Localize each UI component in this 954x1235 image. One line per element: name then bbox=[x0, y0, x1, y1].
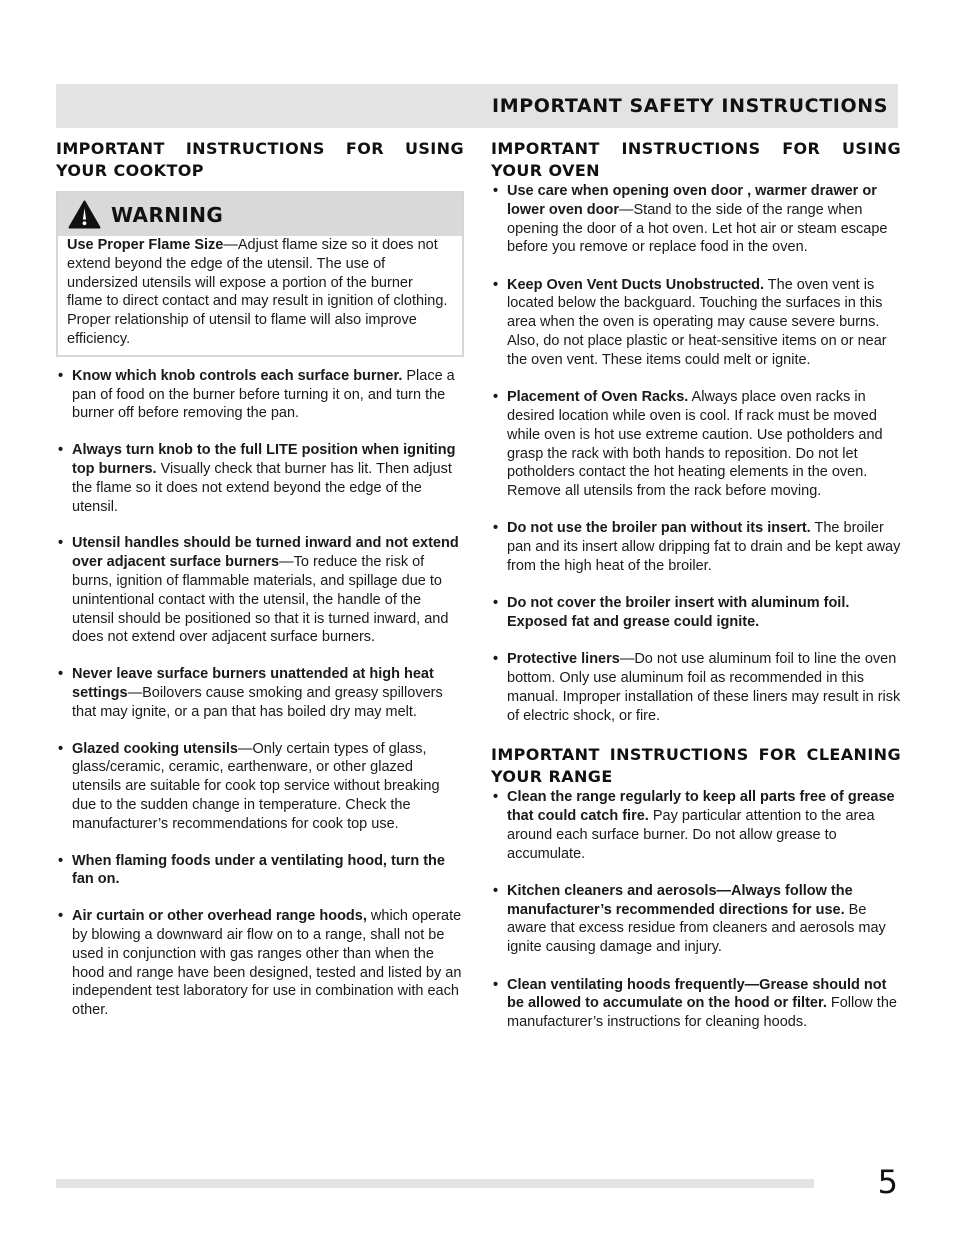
cleaning-list bbox=[491, 788, 901, 1032]
footer-bar bbox=[56, 1179, 814, 1188]
list-item bbox=[491, 519, 901, 575]
bullet: • bbox=[493, 183, 499, 199]
header-bar bbox=[56, 84, 898, 128]
oven-list bbox=[491, 182, 901, 726]
warning-header bbox=[58, 193, 462, 236]
list-item bbox=[491, 182, 901, 257]
bullet: • bbox=[58, 908, 64, 925]
bullet: • bbox=[493, 651, 499, 668]
list-item bbox=[491, 976, 901, 1032]
item-text: —Boilovers cause smoking and greasy spillovers that may ignite, or a pan that has boiled dry may melt. bbox=[72, 684, 443, 720]
list-item bbox=[491, 882, 901, 957]
warning-box bbox=[56, 191, 464, 357]
item-bold: Protective liners bbox=[507, 651, 620, 668]
item-bold: Clean the range regularly to keep all parts free of grease that could catch fire. bbox=[507, 789, 895, 824]
bullet: • bbox=[493, 976, 499, 993]
cleaning-heading: IMPORTANT INSTRUCTIONS FOR CLEANING YOUR RANGE bbox=[491, 745, 901, 787]
item-text: which operate by blowing a downward air flow on to a range, shall not be used in conjunction with gas ranges other than when the hood and range have been designed, tested and listed by an independent test laboratory for use in combination with each other. bbox=[72, 908, 462, 1019]
item-text: —Stand to the side of the range when opening the door of a hot oven. Let hot air or steam escape before you remove or replace food in the oven. bbox=[507, 201, 888, 256]
item-bold: Do not use the broiler pan without its insert. bbox=[507, 520, 811, 537]
bullet: • bbox=[493, 389, 499, 406]
item-text: The oven vent is located below the backguard. Touching the surfaces in this area when the oven is operating may cause severe burns. Also, do not place plastic or heat-sensitive items on or near the oven vent. These items could melt or ignite. bbox=[507, 276, 887, 368]
item-bold: Know which knob controls each surface burner. bbox=[72, 367, 403, 384]
bullet: • bbox=[58, 666, 64, 683]
bullet: • bbox=[58, 535, 64, 552]
bullet: • bbox=[493, 789, 499, 806]
warning-title: WARNING bbox=[111, 202, 224, 227]
bullet: • bbox=[58, 442, 64, 459]
item-bold: Never leave surface burners unattended at high heat settings bbox=[72, 666, 434, 701]
warning-text bbox=[58, 236, 462, 355]
list-item bbox=[491, 388, 901, 501]
bullet: • bbox=[58, 367, 64, 384]
item-bold: Clean ventilating hoods frequently—Grease should not be allowed to accumulate on the hood or filter. bbox=[507, 976, 887, 1012]
item-text: —To reduce the risk of burns, ignition of flammable materials, and spillage due to unintentional contact with the utensil, the handle of the utensil should be positioned so that it is turned inward, and does not extend over adjacent surface burners. bbox=[72, 554, 449, 646]
cooktop-list bbox=[56, 367, 464, 1020]
cooktop-column bbox=[56, 138, 464, 1038]
item-bold: Utensil handles should be turned inward and not extend over adjacent surface burners bbox=[72, 535, 459, 571]
list-item bbox=[56, 367, 464, 423]
bullet: • bbox=[58, 740, 64, 757]
item-text: Pay particular attention to the area around each surface burner. Do not allow grease to accumulate. bbox=[507, 807, 875, 862]
item-bold: Always turn knob to the full LITE position when igniting top burners. bbox=[72, 442, 456, 477]
list-item bbox=[56, 907, 464, 1020]
bullet: • bbox=[493, 276, 499, 293]
oven-heading: IMPORTANT INSTRUCTIONS FOR USING YOUR OVEN bbox=[491, 139, 901, 180]
list-item bbox=[56, 441, 464, 516]
list-item bbox=[56, 665, 464, 721]
list-item bbox=[491, 276, 901, 370]
item-text: Place a pan of food on the burner before turning it on, and turn the burner off before removing the pan. bbox=[72, 367, 455, 422]
list-item bbox=[56, 852, 464, 890]
warning-bold: Use Proper Flame Size bbox=[67, 237, 224, 253]
oven-column bbox=[491, 138, 901, 1050]
item-bold: Air curtain or other overhead range hoods, bbox=[72, 908, 367, 925]
item-text: Visually check that burner has lit. Then adjust the flame so it does not extend beyond the edge of the utensil. bbox=[72, 460, 452, 515]
list-item bbox=[56, 740, 464, 834]
item-bold: When flaming foods under a ventilating hood, turn the fan on. bbox=[72, 852, 445, 888]
item-text: The broiler pan and its insert allow dripping fat to drain and be kept away from the high heat of the broiler. bbox=[507, 520, 901, 575]
item-text: —Do not use aluminum foil to line the oven bottom. Only use aluminum foil as recommended in this manual. Improper installation of these liners may result in risk of electric shock, or fire. bbox=[507, 651, 901, 724]
cooktop-heading: IMPORTANT INSTRUCTIONS FOR USING YOUR COOKTOP bbox=[56, 139, 464, 180]
bullet: • bbox=[58, 852, 64, 869]
item-text: Follow the manufacturer’s instructions for cleaning hoods. bbox=[507, 995, 897, 1031]
warning-body-text: —Adjust flame size so it does not extend beyond the edge of the utensil. The use of undersized utensils will expose a portion of the burner flame to direct contact and may result in ignition of clothing. Proper relationship of utensil to flame will also improve efficiency. bbox=[67, 237, 448, 347]
item-bold: Glazed cooking utensils bbox=[72, 740, 238, 757]
list-item bbox=[491, 788, 901, 863]
item-text: Be aware that excess residue from cleaners and aerosols may ignite causing damage and injury. bbox=[507, 901, 886, 956]
page-number: 5 bbox=[877, 1163, 898, 1201]
bullet: • bbox=[493, 595, 499, 612]
item-bold: Placement of Oven Racks. bbox=[507, 389, 689, 406]
item-bold: Do not cover the broiler insert with aluminum foil. Exposed fat and grease could ignite. bbox=[507, 595, 850, 631]
list-item bbox=[491, 594, 901, 632]
item-text: —Only certain types of glass, glass/ceramic, ceramic, earthenware, or other glazed utensils are suitable for cook top service without breaking due to the sudden change in temperature. Check the manufacturer’s recommendations for cook top use. bbox=[72, 740, 440, 832]
page-title: IMPORTANT SAFETY INSTRUCTIONS bbox=[492, 95, 888, 117]
bullet: • bbox=[493, 520, 499, 537]
item-bold: Keep Oven Vent Ducts Unobstructed. bbox=[507, 276, 765, 293]
item-bold: Use care when opening oven door , warmer drawer or lower oven door bbox=[507, 183, 877, 218]
warning-triangle-icon bbox=[68, 200, 101, 229]
bullet: • bbox=[493, 882, 499, 899]
list-item bbox=[491, 650, 901, 725]
item-bold: Kitchen cleaners and aerosols—Always follow the manufacturer’s recommended directions for use. bbox=[507, 882, 853, 918]
item-text: Always place oven racks in desired location while oven is cool. If rack must be moved while oven is hot use extreme caution. Use potholders and grasp the rack with both hands to reposition. Do not let potholders contact the hot heating elements in the oven. Remove all utensils from the rack before moving. bbox=[507, 389, 883, 500]
list-item bbox=[56, 534, 464, 647]
